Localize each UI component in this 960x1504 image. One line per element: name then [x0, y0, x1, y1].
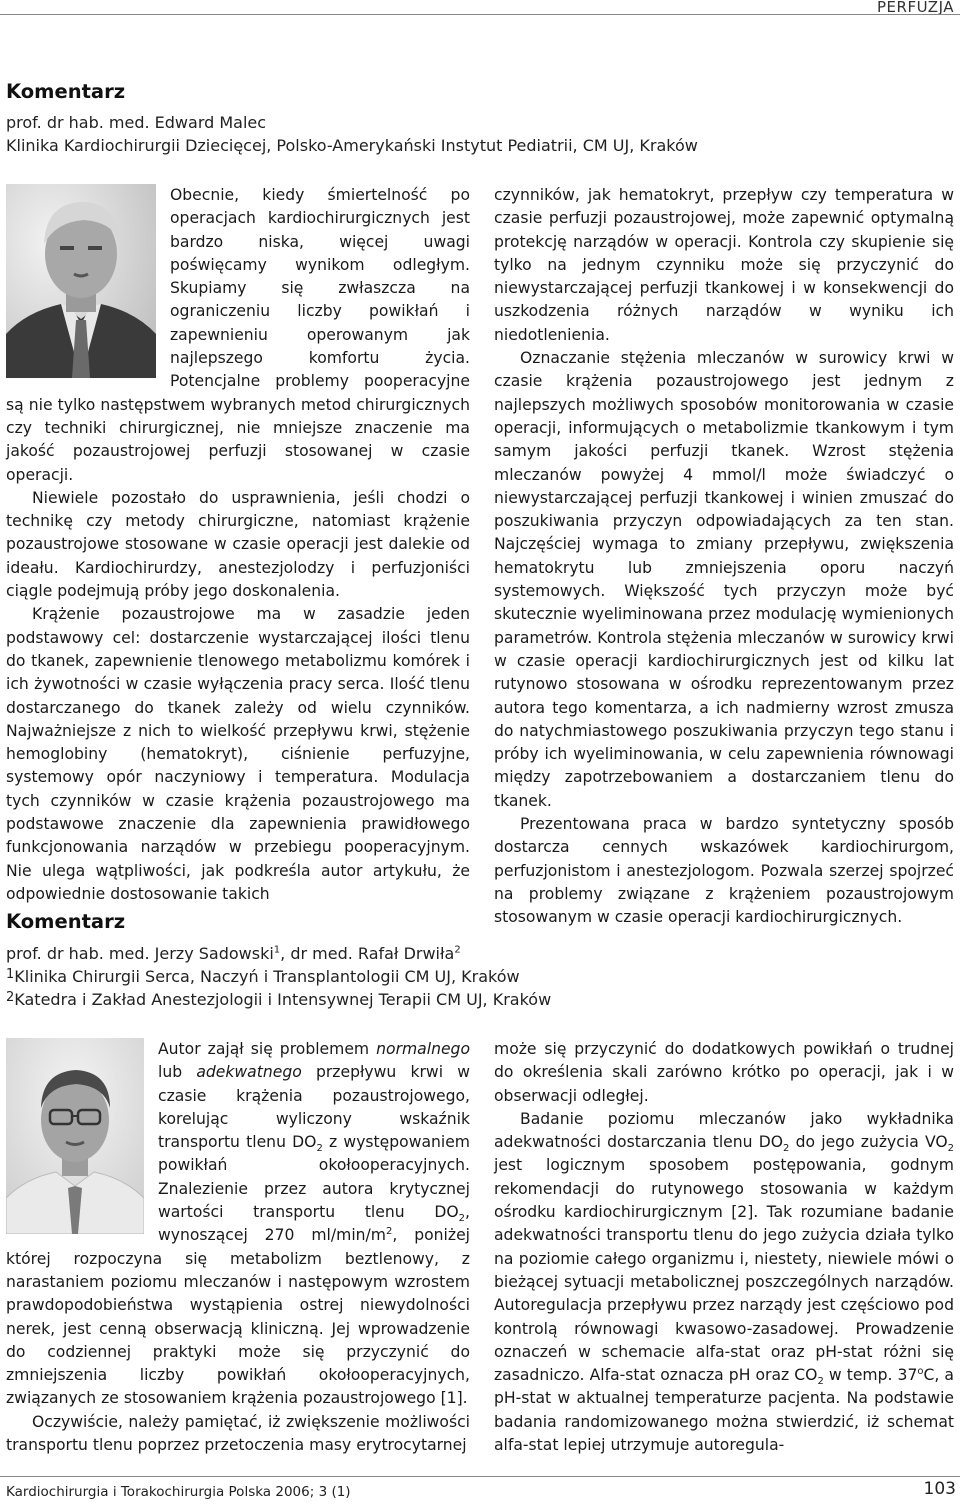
c1p1-italic-adequate: adekwatnego	[196, 1063, 302, 1082]
commentary1-affiliation: Klinika Kardiochirurgii Dziecięcej, Polsko-Amerykański Instytut Pediatrii, CM UJ, Kraków	[6, 136, 698, 155]
commentary1-col2-para1: czynników, jak hematokryt, przepływ czy temperatura w czasie perfuzji pozaustrojowej, może zapewnić optymalną protekcję narządów w operacji. Kontrola czy skupienie się tylko na jednym czynniku może się przyczynić do niewystarczającej perfuzji tkankowej i w konsekwencji do uszkodzenia różnych narządów w wyniku ich niedotlenienia.	[494, 186, 954, 344]
c1p1-sup: 2	[385, 1226, 393, 1238]
footer-citation	[6, 1484, 351, 1500]
commentary2-authors	[6, 942, 461, 965]
author-sadowski-sup: 1	[273, 944, 281, 956]
c1p1-text-e: , wynoszącej 270 ml/min/m	[158, 1203, 470, 1245]
commentary2-affiliation-2	[6, 988, 551, 1013]
aff1-text: Klinika Chirurgii Serca, Naczyń i Transplantologii CM UJ, Kraków	[14, 967, 520, 986]
c1p1-text-a: Autor zajął się problemem	[158, 1040, 377, 1058]
c1p1-text-f: , poniżej której rozpoczyna się metabolizm beztlenowy, z narastaniem poziomu mleczanów i następowym wzrostem prawdopodobieństwa wystąpienia ostrej niewydolności nerek, jest cenną obserwacją kliniczną. Jej wprowadzenie do codziennej praktyki może się przyczynić do zmniejszenia liczby powikłań okołooperacyjnych, związanych ze stosowaniem krążenia pozaustrojowego [1].	[6, 1226, 470, 1408]
c2p2-text-a: Badanie poziomu mleczanów jako wykładnika adekwatności dostarczania tlenu DO	[494, 1109, 954, 1152]
c2p2-sup: o	[917, 1365, 924, 1377]
commentary2-heading: Komentarz	[6, 910, 126, 933]
page-number: 103	[923, 1479, 956, 1499]
journal-name: Kardiochirurgia i Torakochirurgia Polska	[6, 1484, 272, 1500]
commentary1-col2-para3: Prezentowana praca w bardzo syntetyczny sposób dostarcza cennych wskazówek kardiochirurgom, perfuzjonistom i anestezjologom. Pozwala szerzej spojrzeć na problemy związane z krążeniem pozaustrojowym stosowanym w czasie operacji kardiochirurgicznych.	[494, 815, 954, 927]
footer-rule	[0, 1476, 960, 1477]
author-photo-sadowski	[6, 1038, 144, 1234]
journal-issue: 2006; 3 (1)	[271, 1484, 351, 1500]
aff2-text: Katedra i Zakład Anestezjologii i Intensywnej Terapii CM UJ, Kraków	[14, 990, 552, 1009]
author-drwila-sup: 2	[454, 944, 461, 956]
author-drwila: , dr med. Rafał Drwiła	[280, 944, 455, 963]
aff2-number: 2	[6, 990, 15, 1005]
c2p2-text-b: do jego zużycia VO	[789, 1133, 948, 1152]
c2p2-sub-1: 2	[783, 1143, 790, 1155]
c2p2-sub-3: 2	[817, 1376, 824, 1388]
commentary2-column-left	[6, 1038, 470, 1457]
author-photo-malec	[6, 184, 156, 378]
c2p2-text-d: w temp. 37	[823, 1366, 918, 1385]
commentary2-col2-para2	[494, 1108, 954, 1457]
c2p2-text-c: jest logicznym sposobem postępowania, godnym rekomendacji do rutynowego stosowania w każdym ośrodku kardiochirurgicznym [2]. Tak rozumiane badanie adekwatności transportu tlenu do jego zużycia działa tylko na poziomie całego organizmu i, niestety, niewiele mówi o bieżącej sytuacji metabolicznej poszczególnych narządów. Autoregulacja przepływu przez narządy jest częściowo pod kontrolą równowagi kwasowo-zasadowej. Prowadzenie oznaczeń w schemacie alfa-stat oraz pH-stat różni się zasadniczo. Alfa-stat oznacza pH oraz CO	[494, 1156, 954, 1385]
commentary2-column-right	[494, 1038, 954, 1457]
aff1-number: 1	[6, 967, 15, 982]
running-head: PERFUZJA	[877, 0, 954, 16]
c1p1-italic-normal: normalnego	[376, 1040, 470, 1058]
c1p1-text-b: lub	[158, 1063, 197, 1082]
c1p1-text-d: z występowaniem powikłań okołooperacyjnych. Znalezienie przez autora krytycznej wartości transportu tlenu DO	[158, 1133, 470, 1222]
commentary2-affiliation-1	[6, 965, 520, 990]
header-rule	[0, 14, 960, 15]
c2p2-sub-2: 2	[947, 1143, 954, 1155]
commentary2-col1-para2: Oczywiście, należy pamiętać, iż zwiększenie możliwości transportu tlenu poprzez przetoczenia masy erytrocytarnej	[6, 1412, 470, 1455]
portrait-malec-image	[6, 184, 156, 378]
commentary1-author: prof. dr hab. med. Edward Malec	[6, 113, 267, 132]
commentary1-col1-para2: Niewiele pozostało do usprawnienia, jeśli chodzi o technikę czy metody chirurgiczne, natomiast krążenie pozaustrojowe stosowane w czasie operacji jest dalekie od ideału. Kardiochirurdzy, anestezjolodzy i perfuzjoniści ciągle podejmują próby jego doskonalenia.	[6, 488, 470, 601]
c1p1-sub-1: 2	[316, 1143, 323, 1155]
commentary1-column-left	[6, 184, 470, 906]
commentary1-col2-para2: Oznaczanie stężenia mleczanów w surowicy krwi w czasie krążenia pozaustrojowego jest jednym z najlepszych możliwych sposobów monitorowania w czasie operacji, informujących o metabolizmie tkankowym i tym samym jakości perfuzji tkanek. Wzrost stężenia mleczanów powyżej 4 mmol/l może świadczyć o niewystarczającej perfuzji tkankowej i winien zmuszać do poszukiwania przyczyn odpowiadających za ten stan. Najczęściej wymaga to zmiany przepływu, zwiększenia hematokrytu lub zmniejszenia oporu naczyń systemowych. Większość tych przyczyn może być skutecznie wyeliminowana przez modulację wymienionych parametrów. Kontrola stężenia mleczanów w surowicy krwi w czasie operacji kardiochirurgicznych jest od kilku lat rutynowo stosowana w ośrodku reprezentowanym przez autora tego komentarza, a ich nadmierny wzrost zmusza do natychmiastowego poszukiwania przyczyn tego stanu i próby ich wyeliminowania, w celu zapewnienia równowagi między zapotrzebowaniem a dostarczaniem tlenu do tkanek.	[494, 349, 954, 810]
commentary1-column-right	[494, 184, 954, 930]
c1p1-text-c: przepływu krwi w czasie krążenia pozaustrojowego, korelując wyliczony wskaźnik transportu tlenu DO	[158, 1063, 470, 1152]
commentary1-col1-para3: Krążenie pozaustrojowe ma w zasadzie jeden podstawowy cel: dostarczenie wystarczającej ilości tlenu do tkanek, zapewnienie tlenowego metabolizmu komórek i ich żywotności w czasie wyłączenia pracy serca. Ilość tlenu dostarczanego do tkanek zależy od wielu czynników. Najważniejsze z nich to wielkość przepływu krwi, stężenie hemoglobiny (hematokryt), ciśnienie perfuzyjne, systemowy opór naczyniowy i temperatura. Modulacja tych czynników w czasie krążenia pozaustrojowego ma podstawowe znaczenie dla zapewnienia prawidłowego funkcjonowania narządów w przebiegu pooperacyjnym. Nie ulega wątpliwości, jak podkreśla autor artykułu, że odpowiednie dostosowanie takich	[6, 605, 470, 903]
author-sadowski: prof. dr hab. med. Jerzy Sadowski	[6, 944, 274, 963]
c2p2-text-e: C, a pH-stat w aktualnej temperaturze pacjenta. Na podstawie badania randomizowanego można stwierdzić, iż schemat alfa-stat lepiej utrzymuje autoregula-	[494, 1366, 954, 1455]
c1p1-sub-2: 2	[458, 1213, 466, 1225]
commentary2-col2-para1: może się przyczynić do dodatkowych powikłań o trudnej do określenia skali zarówno krótko po operacji, jak i w obserwacji odległej.	[494, 1040, 954, 1105]
commentary1-col1-para1: Obecnie, kiedy śmiertelność po operacjach kardiochirurgicznych jest bardzo niska, więcej uwagi poświęcamy wynikom odległym. Skupiamy się zwłaszcza na ograniczeniu liczby powikłań i zapewnieniu operowanym jak najlepszego komfortu życia. Potencjalne problemy pooperacyjne są nie tylko następstwem wybranych metod chirurgicznych czy techniki chirurgicznej, nie mniejsze znaczenie ma jakość pozaustrojowej perfuzji stosowanej w czasie operacji.	[6, 186, 470, 484]
commentary1-heading: Komentarz	[6, 80, 126, 103]
portrait-sadowski-image	[6, 1038, 144, 1234]
